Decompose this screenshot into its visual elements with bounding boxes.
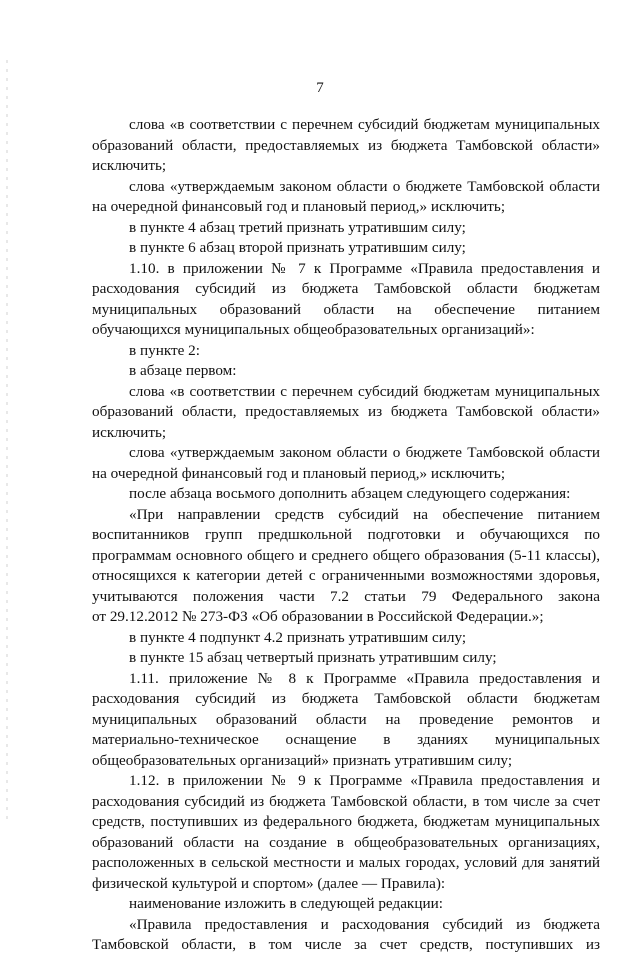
text-line: в пункте 4 подпункт 4.2 признать утратившим силу; [129, 628, 467, 646]
text-line: материально-техническое оснащение в зданиях муниципальных [92, 731, 600, 748]
text-line: слова «утверждаемым законом области о бюджете Тамбовской области [129, 177, 600, 195]
text-line: расходования субсидий из бюджета Тамбовской области бюджетам [92, 690, 600, 707]
text-line: 1.11. приложение № 8 к Программе «Правила предоставления и [129, 669, 600, 687]
text-line: «При направлении средств субсидий на обеспечение питанием [129, 505, 600, 523]
text-line: средств, поступивших из федерального бюджета, бюджетам муниципальных [92, 813, 600, 830]
text-line: общеобразовательных организаций» признать утратившим силу; [92, 751, 513, 769]
text-line: программам основного общего и среднего общего образования (5-11 классы), [92, 546, 600, 564]
text-line: исключить; [92, 423, 167, 441]
text-line: в абзаце первом: [129, 362, 237, 379]
text-line: в пункте 6 абзац второй признать утратившим силу; [129, 239, 466, 256]
text-line: муниципальных образований области на обеспечение питанием [92, 300, 600, 318]
text-line: в пункте 2: [129, 341, 200, 359]
text-line: относящихся к категории детей с ограниченными возможностями здоровья, [92, 567, 600, 584]
text-line: Тамбовской области, в том числе за счет средств, поступивших из [92, 936, 600, 953]
text-line: 1.12. в приложении № 9 к Программе «Правила предоставления и [129, 772, 600, 789]
text-line: слова «в соответствии с перечнем субсидий бюджетам муниципальных [129, 116, 600, 133]
page-number: 7 [316, 80, 324, 96]
text-line: расходования субсидий из бюджета Тамбовской области, в том числе за счет [92, 792, 600, 810]
text-line: учитываются положения части 7.2 статьи 79 Федерального закона [92, 587, 600, 605]
text-line: наименование изложить в следующей редакции: [129, 895, 443, 912]
text-line: образований области, предоставляемых из бюджета Тамбовской области» [92, 136, 600, 154]
text-line: слова «утверждаемым законом области о бюджете Тамбовской области [129, 444, 600, 461]
text-line: образований области, предоставляемых из бюджета Тамбовской области» [92, 403, 600, 420]
text-line: исключить; [92, 157, 167, 174]
text-line: слова «в соответствии с перечнем субсидий бюджетам муниципальных [129, 382, 600, 400]
text-line: в пункте 15 абзац четвертый признать утратившим силу; [129, 649, 497, 666]
text-line: на очередной финансовый год и плановый период,» исключить; [92, 198, 506, 215]
text-line: «Правила предоставления и расходования субсидий из бюджета [129, 915, 600, 933]
text-line: образований области на создание в общеобразовательных организациях, [92, 833, 600, 851]
text-line: после абзаца восьмого дополнить абзацем следующего содержания: [129, 485, 571, 502]
text-line: от 29.12.2012 № 273-ФЗ «Об образовании в Российской Федерации.»; [92, 608, 544, 625]
text-line: обучающихся муниципальных общеобразовательных организаций»: [92, 321, 535, 338]
text-line: на очередной финансовый год и плановый период,» исключить; [92, 464, 506, 482]
text-line: физической культурой и спортом» (далее — Правила): [92, 874, 446, 892]
text-line: 1.10. в приложении № 7 к Программе «Правила предоставления и [129, 259, 600, 277]
text-line: в пункте 4 абзац третий признать утратившим силу; [129, 218, 466, 236]
scan-edge-artifact [6, 60, 8, 820]
text-line: расположенных в сельской местности и малых городах, условий для занятий [92, 854, 600, 871]
text-line: воспитанников групп предшкольной подготовки и обучающихся по [92, 526, 600, 543]
document-body [92, 115, 600, 956]
text-line: расходования субсидий из бюджета Тамбовской области бюджетам [92, 280, 600, 297]
text-line: муниципальных образований области на проведение ремонтов и [92, 710, 600, 728]
